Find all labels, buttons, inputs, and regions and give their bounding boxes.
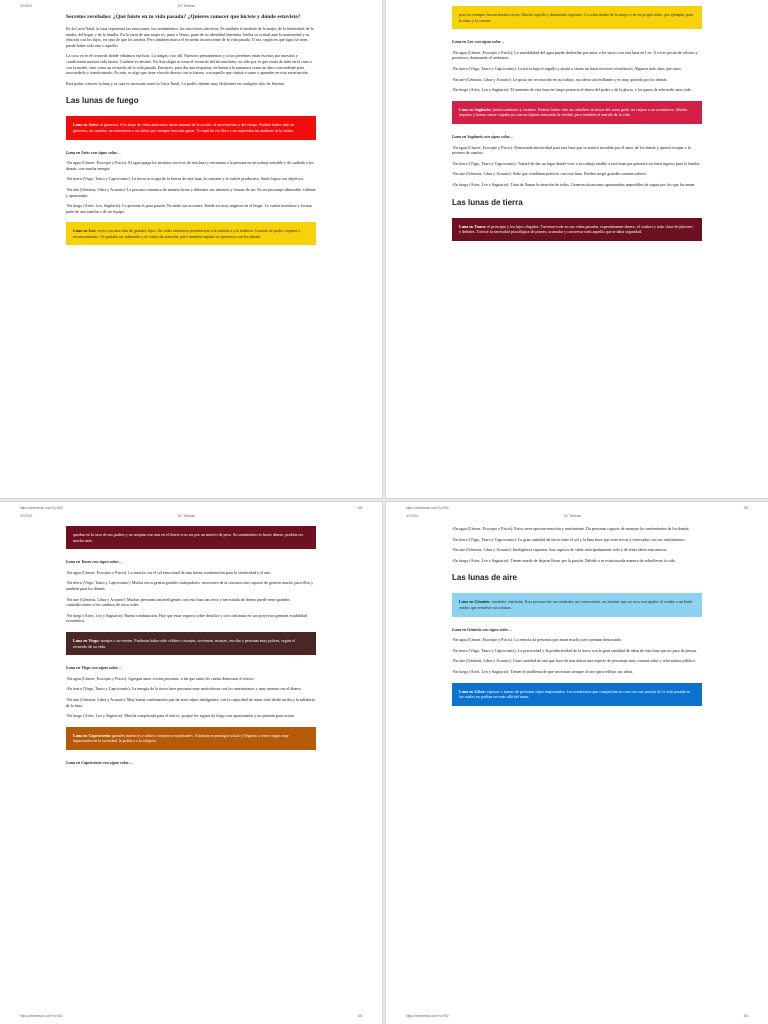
section-heading-earth: Las lunas de tierra — [452, 197, 523, 207]
page-number: 2/8 — [743, 506, 748, 510]
section-heading-air: Las lunas de aire — [452, 573, 517, 583]
paragraph: -En aire (Géminis, Libra y Acuario): Inteligencia suprema. Son capaces de saber anticipadamente todo y de tener ideas más nuevas. — [452, 547, 668, 553]
highlight-box-leo — [66, 222, 316, 245]
box-text: el guerrero. A lo largo de vidas anteriores fuiste amante de la acción, el movimiento y del riesgo. Pudiste haber sido un guerrero, un cazador, un aventurero o un atleta que siempre buscaba ganar. Tu espíritu era libre y no soportaba las ataduras ni la rutina. — [73, 122, 295, 133]
paragraph: -En fuego (Aries, Leo y Sagitario): Trata de llamar la atención de todos. Generan situaciones apasionadas imposibles de seguir por los que los aman. — [452, 181, 696, 187]
footer-url[interactable]: https://dvtenesse.com/?p=952 — [20, 1014, 63, 1018]
paragraph: -En fuego (Aries, Leo y Sagitario): Tienen el problema de que necesitan siempre al otro para reflejar sus ideas. — [452, 668, 634, 674]
paragraph: -En tierra (Virgo, Tauro y Capricornio): La tierra baja el orgullo y ayuda a sentar un buen territorio económico. Algunos más altos que otros. — [452, 65, 682, 71]
paragraph: -En fuego (Aries, Leo, Sagitario): La persona es pura pasión. No mide sus acciones. Puede ser muy negativa en el hogar. Le cuesta insertarse y formar parte de una familia o de un equipo. — [66, 203, 312, 214]
paragraph: -En fuego (Aries, Leo y Sagitario): El aumento de esta luna en fuego potencia el deseo del poder y de la gloria, y las ganas de sobresalir ante todo. — [452, 87, 692, 93]
page-footer — [386, 1012, 768, 1022]
box-text: jinetes andantes y errantes. Pudiste haber sido un caballero en busca del santo grial, un viajero o un aventurero. Mucho impulso y buena suerte viajaba por tierras lejanas buscando la verdad, pero también el sentido de la vida. — [459, 106, 688, 118]
article-title: Secretos revelados: ¿Qué fuiste en tu vida pasada? ¿Quieres conocer qué hiciste y dónde estuviste? — [66, 14, 301, 20]
header-url[interactable]: https://dvtenesse.com/?p=952 — [20, 506, 63, 510]
subheading: Luna en Leo con signo solar… — [452, 39, 505, 45]
paragraph: -En aire (Géminis, Libra y Acuario): Le gusta ser reconocido en su trabajo, sus ideas son brillantes y es muy querido por los demás. — [452, 76, 668, 82]
highlight-box-sagitario — [452, 101, 702, 124]
box-lead: Luna en Virgo: — [73, 637, 100, 643]
page-content — [66, 526, 316, 770]
document-page-3 — [0, 502, 382, 1024]
box-text: reyes con una vida de grandes lujos. En vidas anteriores perteneciste a la realeza o a la nobleza. Gozaste de poder, riqueza y reconocimiento. Te gustaba ser admirado y el centro de atención, pero también supiste ser generoso con los demás. — [73, 228, 301, 239]
box-text: vendedor charlatán. Esta persona fue un vendedor, un comerciante, un feriante que no tuvo escrúpulos al vender o un lindo orador que resuelve sus cuentas. — [459, 599, 693, 610]
paragraph: -En agua (Cáncer, Escorpio y Piscis): Estos seres aportan emoción y sentimiento. Da personas capaces de manejar los sentimientos de los demás. — [452, 526, 690, 531]
page-content — [66, 14, 316, 255]
document-page-4 — [386, 502, 768, 1024]
paragraph: -En aire (Géminis, Libra y Acuario): Muchas personas tan inteligentes con esta luna tan terca y necesitada de dinero puede tener grandes contradicciones a los cambios de estos soles. — [66, 596, 290, 608]
box-lead: Luna en Aries: — [73, 122, 99, 128]
header-url[interactable]: https://dvtenesse.com/?p=952 — [406, 506, 449, 510]
paragraph: -En tierra (Virgo, Tauro y Capricornio): Tratará de dar un lugar donde vivir a su trabajo estable a esta luna que generará un buen ingreso para la familia. — [452, 160, 701, 166]
footer-url[interactable]: https://dvtenesse.com/?p=952 — [406, 1014, 449, 1018]
box-text: el principio y los lujos elegidos. Tuvieron todo en sus vidas pasadas, especialmente dinero, el confort y todo clase de placeres y deleites. Tuviste la necesidad psicológica de poseer, acumular y conservar todo aquello que te daba seguridad. — [459, 223, 693, 235]
box-text: grandes maestros y sabios consejeros espirituales. Alcanzaron prestigio social y llegaron a tener cargos muy importantes en la sociedad, la política o la religión. — [73, 732, 289, 744]
box-lead: Luna en Sagitario: — [459, 106, 492, 112]
subheading: Luna en Tauro con signo solar… — [66, 559, 123, 565]
header-date: 4/7/2021 — [20, 4, 33, 8]
paragraph: -En agua (Cáncer, Escorpio y Piscis): La mezcla da personas que aman mucho pero piensan demasiado. — [452, 637, 622, 643]
header-title: DV Tenesse — [178, 514, 196, 518]
subheading: Luna en Aries con signo solar… — [66, 149, 121, 155]
box-text: monjes o sirvientes. Pudieron haber sido célibes o monjes, sirvientes, monjes, escriba o personas muy pobres, según el recuerdo de su vida. — [73, 637, 295, 649]
box-lead: Luna en Libra: — [459, 688, 486, 694]
document-page-2 — [386, 0, 768, 498]
subheading: Luna en Sagitario con signo solar… — [452, 133, 514, 139]
box-lead: Luna en Tauro: — [459, 223, 487, 229]
header-title: DV Tenesse — [178, 4, 196, 8]
box-text: esposos o musas de personas súper importantes. Las nombraron que compartían su casa con sus parejas de la vida pasada en las cuales no podían ver más allá del amor. — [459, 688, 691, 700]
page-content — [452, 6, 702, 251]
header-date: 4/7/2021 — [20, 514, 33, 518]
subheading: Luna en Virgo con signo solar… — [66, 665, 122, 671]
paragraph: -En tierra (Virgo, Tauro y Capricornio): La tierra se ocupa de la fuerza de esta luna, la contiene y la vuelve productiva. Suele lograr sus objetivos. — [66, 176, 305, 182]
paragraph: Para poder conocer tu luna y tu casa es necesario tener tu Carta Natal. Lo podés obtener muy fácilmente en cualquier sitio de Internet. — [66, 80, 286, 86]
paragraph: -En tierra (Virgo, Tauro y Capricornio): La practicidad y la productividad de la tierra con la gran cantidad de ideas de esta luna que no para de pensar. — [452, 647, 697, 653]
paragraph: -En fuego (Aries, Leo y Sagitario): Mezcla complicada para el nativo, porque los signos de fuego son apasionados y no piensan para actuar. — [66, 713, 295, 719]
highlight-box-tauro-continued — [66, 526, 316, 549]
header-title: DV Tenesse — [564, 514, 582, 518]
subheading: Luna en Capricornio con signo solar… — [66, 759, 133, 765]
paragraph: -En agua (Cáncer, Escorpio y Piscis): El agua apaga los instintos nocivos de esta luna y encamina a la persona en un trabajo sensible y de cuidado a los demás, con mucha energía. — [66, 160, 314, 171]
section-heading-fire: Las lunas de fuego — [66, 96, 139, 106]
page-number: 3/8 — [357, 1014, 362, 1018]
box-lead: Luna en Géminis: — [459, 599, 491, 605]
paragraph: -En aire (Géminis, Libra y Acuario): Sabe que combinan perfecto con esta luna. Pueden surgir grandes comunicadores. — [452, 171, 647, 177]
paragraph: En la Carta Natal, la luna representa las emociones, los sentimientos, las reacciones afectivas. Es también el símbolo de la mujer, de la feminidad, de la madre, del hogar y de la familia. En la carta de una mujer es, junto a Venus, parte de su identidad femenina. Indica su actitud ante la maternidad y su relación con los hijos, en caso de que los tuviera. Pero también marca el recuerdo inconsciente de la vida pasada. O sea, según en qué signo la tiene, puede haber sido esto o aquello. — [66, 26, 314, 48]
page-content — [452, 526, 702, 716]
paragraph: -En fuego (Aries, Leo y Sagitario): Tienen miedo de dejarse llevar por la pasión. Debido a su estructurada manera de sobrellevar la vida. — [452, 557, 676, 563]
highlight-box-libra — [452, 683, 702, 706]
paragraph: -En agua (Cáncer, Escorpio y Piscis): Agregan amor a estas personas, a las que tanto les cuesta demostrar el afecto. — [66, 675, 255, 681]
highlight-box-capricornio — [66, 727, 316, 750]
paragraph: -En agua (Cáncer, Escorpio y Piscis): La mezcla con el sol emocional de una buena combinación para la creatividad y el arte. — [66, 569, 272, 575]
box-lead: Luna en Capricornio: — [73, 732, 112, 738]
page-header-2 — [0, 512, 382, 522]
box-lead: Luna en Leo: — [73, 228, 97, 234]
page-header — [0, 2, 382, 12]
highlight-box-tauro — [452, 218, 702, 241]
paragraph: -En tierra (Virgo, Tauro y Capricornio): La energía de la tierra hace personas muy meticulosas con los sentimientos y muy atentas con el dinero. — [66, 686, 302, 692]
paragraph: La cosa va en el recuerdo donde vibramos esa luna. La traigas o no allí. Nuestros pensamientos y actos presentes están escritos por nuestros y condicionan nuestra vida futura. Cuidarte es destino. En Astrología se toma el recuerdo del inconsciente, no sólo por lo que sintió de niño en la cuna o con la madre, sino como un recuerdo de la vida pasada. Entonces, para dar una respuesta, en buena a lo tomamos como un dato trascendente para trascenderlo y transformarlo. Es más, es algo que tiene vínculo directo con tu karma, con aquello que viniste a sanar y aprender en esta encarnación. — [66, 53, 312, 76]
highlight-box-virgo — [66, 632, 316, 655]
page-number: 2/8 — [357, 506, 362, 510]
paragraph: -En agua (Cáncer, Escorpio y Piscis): Demasiada emotividad para esta luna que se sentirá invadida por el amor de los demás y querrá escapar a la primera de cambio. — [452, 144, 691, 156]
page-footer — [0, 1012, 382, 1022]
paragraph: -En aire (Géminis, Libra y Acuario): La persona comunica de manera firme y diferente sus instintos y formas de ser. Es un personaje admirable, valiente y apasionado. — [66, 186, 316, 198]
document-page-1 — [0, 0, 382, 498]
page-header-2 — [386, 512, 768, 522]
paragraph: -En fuego (Aries, Leo y Sagitario): Buena combinación. Hay que estar seguros sobre desafíos y con confianza en sus proyectos generan estabilidad económica. — [66, 612, 308, 624]
paragraph: -En tierra (Virgo, Tauro y Capricornio): La gran cantidad de tierra entre el sol y la luna hace que sean tercas y reservadas con sus sentimientos. — [452, 536, 686, 542]
highlight-box-leo-continued — [452, 6, 702, 29]
box-text: quedan en la casa de sus padres y no aceptan irse aun en el fuerte a no ser por un motivo de peso. Su sentimiento es hacer dinero, podrías ser mucho más. — [73, 532, 304, 543]
highlight-box-aries — [66, 116, 316, 139]
highlight-box-geminis — [452, 593, 702, 616]
subheading: Luna en Géminis con signo solar… — [452, 626, 513, 632]
paragraph: -En tierra (Virgo, Tauro y Capricornio): Mucha tierra genera grandes trabajadores, inversores de la construcción capaces de generar mucho para ellos y también para los demás. — [66, 580, 314, 591]
page-number: 4/8 — [743, 1014, 748, 1018]
paragraph: -En aire (Géminis, Libra y Acuario): Muy buena combinación que da seres súper inteligentes, con la capacidad de mirar todo desde arriba y la sabiduría de la luna. — [66, 696, 315, 708]
box-text: pero no siempre fueron buenos reyes. Mucho orgullo y demasiado egoísmo. La reina madre de la mujer o de su propio reino, por ejemplo, para la reina y la corona. — [459, 12, 694, 23]
paragraph: -En aire (Géminis, Libra y Acuario): Gran cantidad de aire que hace de una nativa una especie de personaje muy comunicador y relacionista público. — [452, 658, 696, 664]
paragraph: -En agua (Cáncer, Escorpio y Piscis): La sensibilidad del agua puede desbordar por amor a los suyos con esta luna en Leo. A veces pecan de celosos y posesivos, dominando el ambiente. — [452, 49, 698, 61]
header-date: 4/7/2021 — [406, 514, 419, 518]
